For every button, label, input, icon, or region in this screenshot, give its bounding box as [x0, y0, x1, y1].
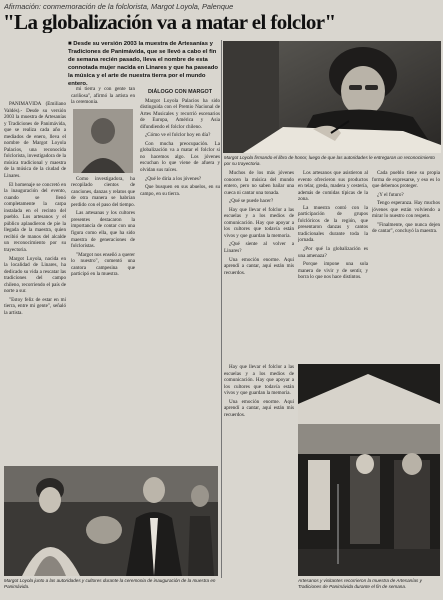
photo-homenaje-image	[4, 466, 218, 576]
column-4-paragraph: Una emoción enorme. Aquí aprendí a cantar, aquí están mis recuerdos.	[224, 256, 294, 276]
column-3-paragraph: ¿Cómo ve el folclor hoy en día?	[145, 132, 211, 139]
column-3-paragraph: Que busquen en sus abuelos, en su campo, en su tierra.	[140, 184, 220, 197]
column-4-paragraph: Una emoción enorme. Aquí aprendí a cantar, aquí están mis recuerdos.	[224, 398, 294, 418]
column-divider	[221, 40, 222, 578]
column-3-paragraph: ¿Qué le diría a los jóvenes?	[145, 175, 202, 182]
subheading-dialogo: DIÁLOGO CON MARGOT	[147, 89, 213, 95]
article-column-3	[140, 86, 220, 463]
column-3-paragraph: Margot Loyola Palacios ha sido distinguida con el Premio Nacional de Artes Musicales y recorrió escenarios de Europa, América y Asia difundiendo el folclor chileno.	[140, 97, 220, 130]
photo-inset-image	[73, 109, 133, 173]
article-column-6	[372, 170, 440, 360]
column-1-paragraph: "Estoy feliz de estar en mi tierra, entre mi gente", señaló la artista.	[4, 296, 66, 316]
column-6-paragraph: Cada pueblo tiene su propia forma de expresarse, y eso es lo que debemos proteger.	[372, 170, 440, 190]
column-1-paragraph: Margot Loyola, nacida en la localidad de Linares, ha dedicado su vida a rescatar las tradiciones del campo chileno, recorriendo el país de norte a sur.	[4, 255, 66, 295]
photo-fair-image	[298, 364, 440, 576]
column-3-paragraph: Con mucha preocupación. La globalización va a matar el folclor si no hacemos algo. Los jóvenes escuchan lo que viene de afuera y olvidan sus raíces.	[140, 140, 220, 174]
article-column-4	[224, 170, 294, 360]
column-2-paragraph: "Margot nos enseñó a querer lo nuestro", comentó una cantora campesina que participó en la muestra.	[71, 251, 135, 278]
column-4-paragraph: ¿Qué siente al volver a Linares?	[224, 241, 294, 255]
article-lead: ■ Desde su versión 2003 la muestra de Artesanías y Tradiciones de Panimávida, que se llevó a cabo el fin de semana recién pasado, lleva el nombre de esta connotada mujer nacida en Linares y que ha paseado la música y el arte de nuestra tierra por el mundo entero.	[68, 40, 220, 89]
column-4-paragraph: Hay que llevar el folclor a las escuelas y a los medios de comunicación. Hay que apoyar a los cultores que todavía están vivos y que guardan la memoria.	[224, 364, 294, 397]
column-6-paragraph: "Finalmente, que nunca dejen de cantar", concluyó la maestra.	[372, 221, 440, 235]
column-6-paragraph: Tengo esperanza. Hay muchos jóvenes que están volviendo a mirar lo nuestro con respeto.	[372, 200, 440, 220]
column-1-paragraph: PANIMÁVIDA (Emiliano Valdés).- Desde su versión 2003 la muestra de Artesanías y Tradiciones de Panimávida, que se realiza cada año a mediados de enero, lleva el nombre de Margot Loyola Palacios, una reconocida folclorista, investigadora de la música tradicional y maestra de la música de la ciudad de Linares.	[4, 101, 66, 180]
column-4-paragraph: Muchos de los más jóvenes conocen la música del mundo entero, pero no saben bailar una cueca ni cantar una tonada.	[224, 170, 294, 196]
article-column-5	[298, 170, 368, 360]
column-1-paragraph: El homenaje se concretó en la inauguración del evento, cuando se llenó completamente la carpa instalada en el recinto del pueblo. Los artesanos y el público aplaudieron de pie la llegada de la maestra, quien recibió de manos del alcalde un reconocimiento por su trayectoria.	[4, 181, 66, 254]
column-6-paragraph: ¿Y el futuro?	[377, 191, 404, 198]
column-2-paragraph: Las artesanas y los cultores presentes destacaron la importancia de contar con una figura como ella, que ha sido maestra de generaciones de folcloristas.	[71, 210, 135, 250]
photo-signing-image	[223, 41, 441, 153]
photo-fair	[298, 364, 440, 576]
photo-inset-small	[73, 109, 133, 173]
column-5-paragraph: ¿Por qué la globalización es una amenaza?	[298, 246, 368, 259]
caption-bottom-left: Margot Loyola junto a las autoridades y cultores durante la ceremonia de inauguración de la muestra en Panimávida.	[4, 578, 216, 589]
article-column-1	[4, 101, 66, 463]
column-5-paragraph: Porque impone una sola manera de vivir y de sentir, y borra lo que nos hace distintos.	[298, 261, 368, 281]
column-2-paragraph: Como investigadora, ha recopilado cientos de canciones, danzas y relatos que de otra manera se habrían perdido con el paso del tiempo.	[71, 175, 135, 208]
column-4-paragraph: Hay que llevar el folclor a las escuelas y a los medios de comunicación. Hay que apoyar a los cultores que todavía están vivos y que guardan la memoria.	[224, 206, 294, 239]
column-5-paragraph: Los artesanos que asistieron al evento ofrecieron sus productos en telar, greda, madera y cestería, además de comidas típicas de la zona.	[298, 170, 368, 203]
article-column-4-continued	[224, 364, 294, 474]
column-4-paragraph: ¿Qué se puede hacer?	[229, 198, 274, 205]
article-headline: "La globalización va a matar el folclor"	[3, 11, 336, 33]
photo-homenaje	[4, 466, 218, 576]
column-5-paragraph: La muestra contó con la participación de grupos folclóricos de la región, que presentaron danzas y cantos tradicionales durante toda la jornada.	[298, 204, 368, 244]
article-column-2	[71, 86, 135, 463]
column-2-paragraph: mi tierra y con gente tan cariñosa", afirmó la artista en la ceremonia.	[71, 86, 135, 106]
article-kicker: Afirmación: conmemoración de la folclorista, Margot Loyola, Palenque	[4, 2, 234, 11]
caption-top: Margot Loyola firmando el libro de honor, luego de que las autoridades le entregaran un reconocimiento por su trayectoria.	[224, 155, 435, 166]
caption-bottom-right: Artesanos y visitantes recorrieron la muestra de Artesanías y Tradiciones de Panimávida durante el fin de semana.	[298, 578, 422, 589]
photo-signing	[223, 41, 441, 153]
